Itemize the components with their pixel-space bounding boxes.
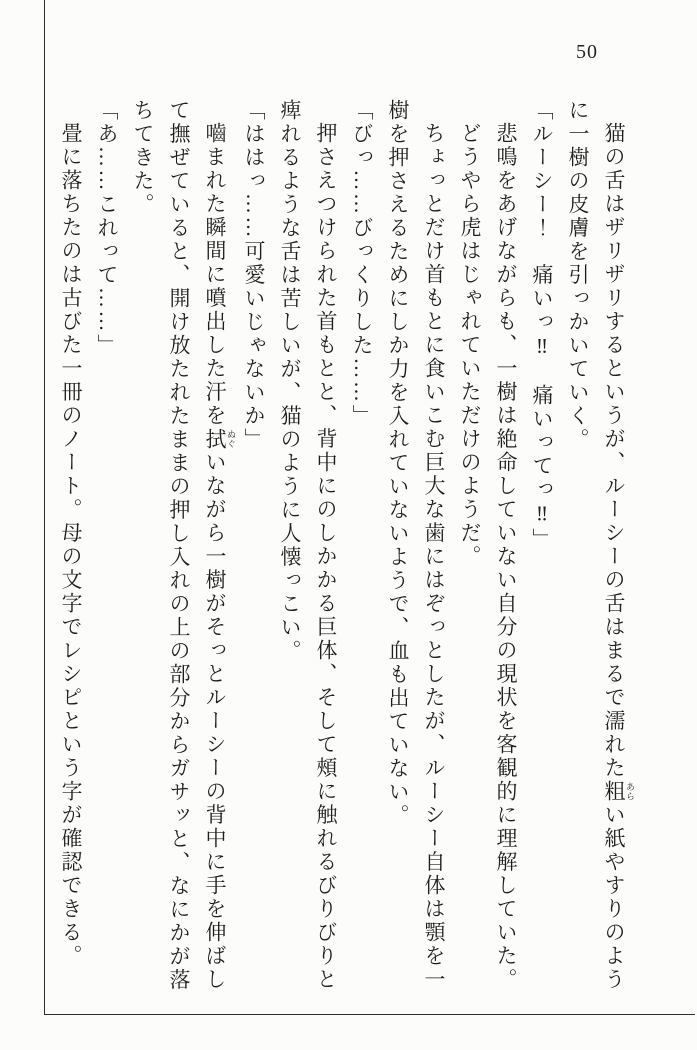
text-line: 猫の舌はザリザリするというが、ルーシーの舌はまるで濡れた粗 あらい紙やすりのよう (602, 122, 635, 992)
text-line: 嚙まれた瞬間に噴出した汗を拭 ぬぐいながら一樹がそっとルーシーの背中に手を伸ばし (203, 122, 236, 992)
furigana-ruby: 粗 あら (602, 780, 635, 804)
text-line: どうやら虎はじゃれていただけのようだ。 (458, 122, 482, 569)
text-line: 「あ……これって……」 (95, 99, 119, 358)
text-line: ちてきた。 (131, 99, 155, 217)
text-line: 悲鳴をあげながらも、一樹は絶命していない自分の現状を客観的に理解していた。 (494, 122, 518, 992)
text-line: て撫ぜていると、開け放たれたままの押し入れの上の部分からガサッと、なにかが落 (167, 99, 191, 992)
text-line: 「ルーシー！ 痛いっ‼ 痛いってっ‼」 (530, 99, 554, 552)
text-block (53, 99, 635, 993)
text-line: に一樹の皮膚を引っかいていく。 (566, 99, 590, 452)
text-line: 樹を押さえるためにしか力を入れていないようで、血も出ていない。 (386, 99, 410, 828)
furigana-ruby: 拭 ぬぐ (203, 427, 236, 451)
text-line: 「ははっ……可愛いじゃないか」 (242, 99, 266, 452)
text-line: 「びっ……びっくりした……」 (350, 99, 374, 428)
text-line: 痺れるような舌は苦しいが、猫のように人懐っこい。 (278, 99, 302, 663)
text-line: 畳に落ちたのは古びた一冊のノート。母の文字でレシピという字が確認できる。 (59, 122, 83, 968)
text-line: ちょっとだけ首もとに食いこむ巨大な歯にはぞっとしたが、ルーシー自体は顎を一 (422, 122, 446, 992)
page-number: 50 (576, 41, 598, 63)
text-line: 押さえつけられた首もとと、背中にのしかかる巨体、そして頰に触れるびりびりと (314, 122, 338, 992)
